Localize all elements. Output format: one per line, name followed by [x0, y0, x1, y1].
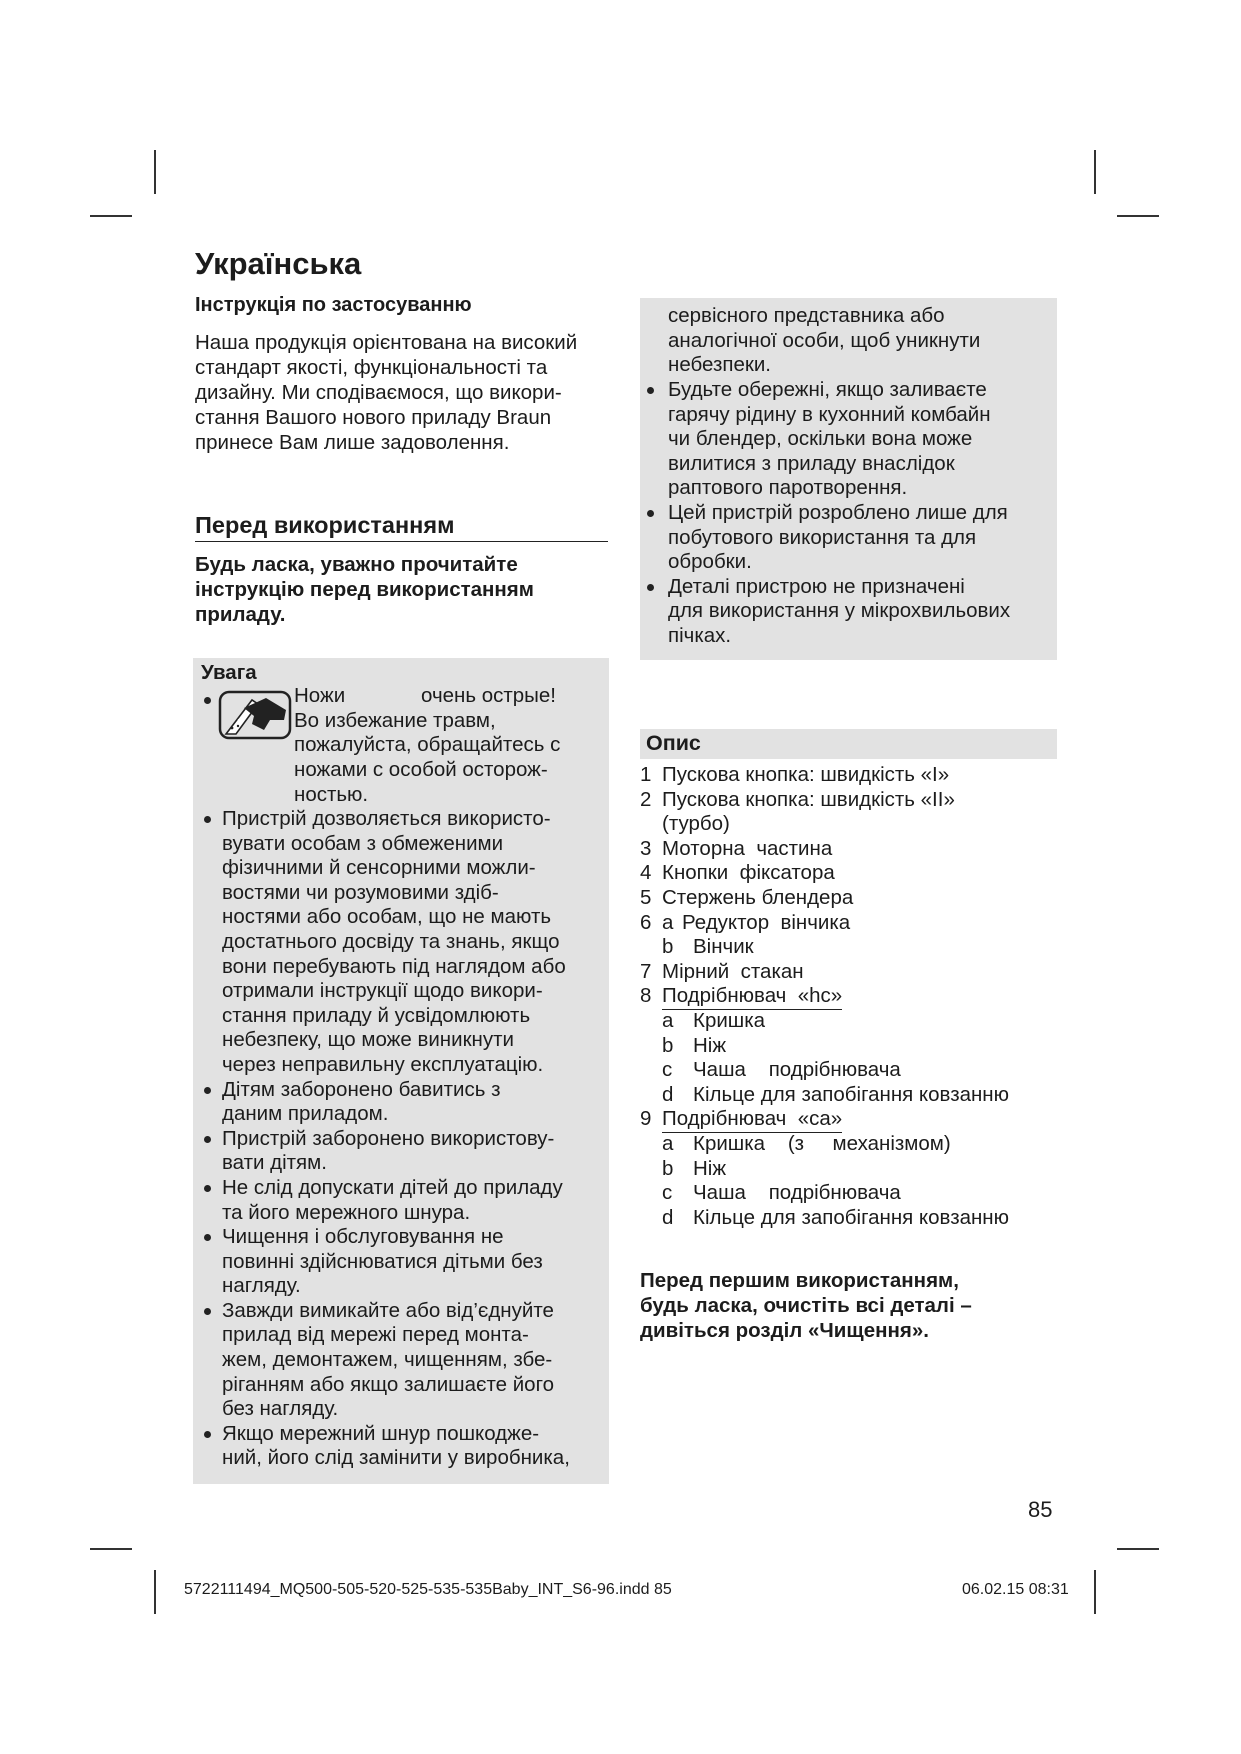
- bullet-line: прилад від мережі перед монта-: [222, 1323, 529, 1347]
- crop-mark-top-right-horizontal: [1117, 215, 1159, 217]
- bullet-line: Чищення і обслуговування не: [222, 1225, 504, 1249]
- item-text: Моторна частина: [662, 836, 833, 860]
- bullet-dot: [647, 387, 654, 394]
- item-text: Подрібнювач «ca»: [662, 1107, 842, 1133]
- intro-line: стандарт якості, функціональності та: [195, 356, 548, 379]
- bullet-dot: [204, 1308, 211, 1315]
- parts-list-item: [640, 1034, 1060, 1059]
- bullet-item: [643, 575, 1063, 649]
- safety-bullet-list: [643, 378, 1063, 649]
- parts-list-item: [640, 984, 1060, 1009]
- item-letter: d: [662, 1082, 674, 1106]
- bullet-line: для використання у мікрохвильових: [668, 599, 1011, 623]
- item-letter: d: [662, 1205, 674, 1229]
- bullet-dot: [204, 1431, 211, 1438]
- item-number: 2: [640, 787, 652, 811]
- description-heading: Опис: [646, 731, 701, 755]
- knives-word: Ножи: [294, 684, 346, 707]
- safety-continued-text: [668, 304, 980, 378]
- bullet-line: вилитися з приладу внаслідок: [668, 451, 955, 475]
- bullet-line: Будьте обережні, якщо заливаєте: [668, 378, 987, 401]
- item-text: Ніж: [693, 1156, 727, 1180]
- bullet-dot: [204, 816, 211, 823]
- bullet-line: гарячу рідину в кухонний комбайн: [668, 402, 991, 426]
- bullet-line: вати дітям.: [222, 1151, 327, 1175]
- parts-list-item: [640, 812, 1060, 837]
- bullet-line: побутового використання та для: [668, 525, 977, 549]
- parts-list-item: [640, 1181, 1060, 1206]
- continued-line: небезпеки.: [668, 353, 771, 377]
- bullet-line: фізичними й сенсорними можли-: [222, 856, 536, 880]
- item-text: Ніж: [693, 1033, 727, 1057]
- item-text: Чаша подрібнювача: [693, 1181, 901, 1205]
- bullet-line: без нагляду.: [222, 1397, 339, 1421]
- item-number: 9: [640, 1107, 652, 1131]
- item-text: (турбо): [662, 812, 730, 836]
- item-text: Стержень блендера: [662, 885, 854, 909]
- parts-list-item: [640, 1107, 1060, 1132]
- warning-bullet-list: [200, 807, 610, 1471]
- page-number: 85: [1028, 1497, 1053, 1522]
- lead-line: інструкцію перед використанням: [195, 578, 534, 601]
- crop-mark-bottom-right-horizontal: [1117, 1548, 1159, 1550]
- intro-paragraph: [195, 330, 615, 455]
- knives-line: ножами с особой осторож-: [294, 758, 548, 781]
- item-letter: c: [662, 1058, 673, 1082]
- parts-list-item: [640, 1083, 1060, 1108]
- item-letter: a: [662, 910, 674, 934]
- bullet-item: [200, 1225, 610, 1299]
- bullet-line: стання приладу й усвідомлюють: [222, 1003, 531, 1027]
- warning-heading: Увага: [201, 661, 257, 684]
- subtitle: Інструкція по застосуванню: [195, 294, 472, 316]
- crop-mark-bottom-left-horizontal: [90, 1548, 132, 1550]
- bullet-line: через неправильну експлуатацію.: [222, 1052, 544, 1076]
- crop-mark-bottom-left-vertical: [154, 1570, 156, 1614]
- bullet-item: [200, 1176, 610, 1225]
- crop-mark-top-left-vertical: [154, 150, 156, 194]
- final-note: [640, 1268, 1060, 1343]
- bullet-line: даним приладом.: [222, 1102, 389, 1126]
- knife-hazard-icon: [218, 690, 292, 740]
- bullet-line: вувати особам з обмеженими: [222, 831, 504, 855]
- bullet-line: вони перебувають під наглядом або: [222, 954, 566, 978]
- parts-list-item: [640, 788, 1060, 813]
- bullet-line: востями чи розумовими здіб-: [222, 880, 499, 904]
- bullet-line: Цей пристрій розроблено лише для: [668, 500, 1008, 524]
- lead-line: Будь ласка, уважно прочитайте: [195, 553, 518, 576]
- item-letter: a: [662, 1008, 674, 1032]
- crop-mark-bottom-right-vertical: [1094, 1570, 1096, 1614]
- lead-paragraph: [195, 552, 615, 627]
- section-heading: Перед використанням: [195, 512, 608, 542]
- crop-mark-top-right-vertical: [1094, 150, 1096, 194]
- bullet-item: [200, 1299, 610, 1422]
- parts-list-item: [640, 960, 1060, 985]
- item-letter: b: [662, 1156, 674, 1180]
- item-letter: b: [662, 1033, 674, 1057]
- bullet-dot: [204, 1087, 211, 1094]
- page-title: Українська: [195, 246, 362, 281]
- bullet-line: Дітям заборонено бавитись з: [222, 1077, 501, 1101]
- item-text: Подрібнювач «hc»: [662, 984, 842, 1010]
- item-number: 3: [640, 836, 652, 860]
- footer-date: 06.02.15 08:31: [962, 1581, 1069, 1598]
- bullet-line: ний, його слід замінити у виробника,: [222, 1446, 570, 1470]
- final-line: Перед першим використанням,: [640, 1269, 959, 1292]
- bullet-dot: [647, 584, 654, 591]
- bullet-item: [200, 1078, 610, 1127]
- bullet-line: ностями або особам, що не мають: [222, 905, 552, 929]
- bullet-line: достатнього досвіду та знань, якщо: [222, 929, 560, 953]
- description-heading-bar: [640, 729, 1057, 759]
- item-number: 4: [640, 861, 652, 885]
- item-text: Пускова кнопка: швидкість «II»: [662, 787, 955, 811]
- bullet-line: чи блендер, оскільки вона може: [668, 427, 973, 451]
- bullet-line: Якщо мережний шнур пошкодже-: [222, 1421, 540, 1445]
- bullet-line: раптового паротворення.: [668, 476, 908, 500]
- item-number: 6: [640, 910, 652, 934]
- bullet-line: небезпеку, що може виникнути: [222, 1028, 514, 1052]
- bullet-line: Завжди вимикайте або від’єднуйте: [222, 1298, 554, 1322]
- item-number: 7: [640, 959, 652, 983]
- bullet-line: Деталі пристрою не призначені: [668, 574, 965, 598]
- footer-file-info: 5722111494_MQ500-505-520-525-535-535Baby_INT_S6-96.indd 85: [184, 1581, 672, 1598]
- bullet-dot: [647, 510, 654, 517]
- bullet-line: ріганням або якщо залишаєте його: [222, 1372, 555, 1396]
- item-text: Кільце для запобігання ковзанню: [693, 1082, 1010, 1106]
- bullet-line: повинні здійснюватися дітьми без: [222, 1249, 543, 1273]
- crop-mark-top-left-horizontal: [90, 215, 132, 217]
- bullet-line: жем, демонтажем, чищенням, збе-: [222, 1348, 553, 1372]
- intro-line: Наша продукція орієнтована на високий: [195, 331, 578, 354]
- item-text: Мірний стакан: [662, 959, 804, 983]
- item-text: Кришка (з механізмом): [693, 1131, 951, 1155]
- item-number: 1: [640, 763, 652, 786]
- bullet-line: Пристрій дозволяється використо-: [222, 807, 551, 830]
- lead-line: приладу.: [195, 603, 286, 626]
- bullet-line: та його мережного шнура.: [222, 1200, 471, 1224]
- item-text: Редуктор вінчика: [682, 910, 851, 934]
- final-line: дивіться розділ «Чищення».: [640, 1319, 929, 1342]
- item-number: 5: [640, 885, 652, 909]
- item-text: Чаша подрібнювача: [693, 1058, 901, 1082]
- knives-line: Во избежание травм,: [294, 709, 496, 732]
- bullet-item: [643, 378, 1063, 501]
- bullet-item: [200, 1422, 610, 1471]
- item-letter: c: [662, 1181, 673, 1205]
- continued-line: аналогічної особи, щоб уникнути: [668, 328, 981, 352]
- item-text: Кришка: [693, 1008, 766, 1032]
- continued-line: сервісного представника або: [668, 304, 945, 327]
- bullet-item: [643, 501, 1063, 575]
- bullet-item: [200, 807, 610, 1078]
- item-text: Кнопки фіксатора: [662, 861, 835, 885]
- parts-list-item: [640, 1206, 1060, 1231]
- bullet-line: нагляду.: [222, 1274, 301, 1298]
- item-letter: b: [662, 935, 674, 959]
- intro-line: принесе Вам лише задоволення.: [195, 431, 510, 454]
- knives-sharp: очень острые!: [421, 684, 557, 707]
- bullet-line: пічках.: [668, 623, 732, 647]
- parts-list-item: [640, 763, 1060, 788]
- item-text: Кільце для запобігання ковзанню: [693, 1205, 1010, 1229]
- bullet-dot: [204, 697, 211, 704]
- parts-list-item: [640, 935, 1060, 960]
- parts-list-item: [640, 1009, 1060, 1034]
- bullet-line: Не слід допускати дітей до приладу: [222, 1175, 563, 1199]
- parts-list-item: [640, 911, 1060, 936]
- final-line: будь ласка, очистіть всі деталі –: [640, 1294, 972, 1317]
- item-text: Пускова кнопка: швидкість «I»: [662, 763, 950, 786]
- parts-list: [640, 763, 1060, 1230]
- intro-line: стання Вашого нового приладу Braun: [195, 406, 552, 429]
- bullet-line: отримали інструкції щодо викори-: [222, 979, 543, 1003]
- parts-list-item: [640, 861, 1060, 886]
- knives-line: ностью.: [294, 783, 369, 806]
- item-number: 8: [640, 984, 652, 1008]
- parts-list-item: [640, 886, 1060, 911]
- bullet-item: [200, 1127, 610, 1176]
- bullet-line: Пристрій заборонено використову-: [222, 1126, 555, 1150]
- bullet-dot: [204, 1185, 211, 1192]
- parts-list-item: [640, 1132, 1060, 1157]
- item-text: Вінчик: [693, 935, 754, 959]
- bullet-dot: [204, 1136, 211, 1143]
- item-letter: a: [662, 1131, 674, 1155]
- intro-line: дизайну. Ми сподіваємося, що викори-: [195, 381, 562, 404]
- parts-list-item: [640, 1058, 1060, 1083]
- bullet-line: обробки.: [668, 550, 752, 574]
- parts-list-item: [640, 837, 1060, 862]
- parts-list-item: [640, 1157, 1060, 1182]
- knives-line: пожалуйста, обращайтесь с: [294, 733, 561, 756]
